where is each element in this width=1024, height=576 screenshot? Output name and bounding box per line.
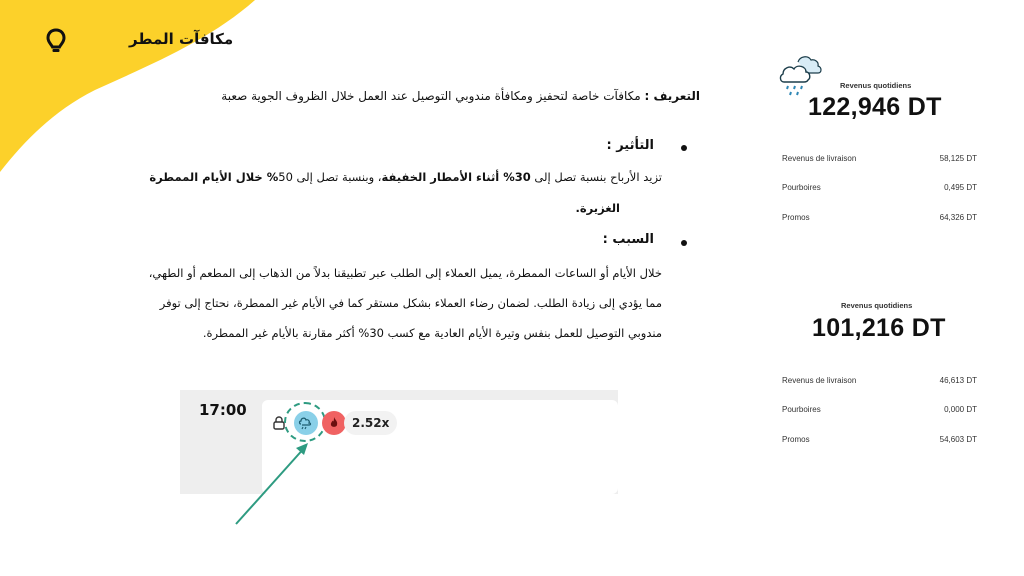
rain-badge[interactable] xyxy=(294,411,318,435)
revenue-row-value: 46,613 DT xyxy=(939,376,977,385)
location-pin-icon xyxy=(45,28,67,56)
reason-line-2: مما يؤدي إلى زيادة الطلب. لضمان رضاء العملاء بشكل مستقر كما في الأيام غير الممطرة، نحتاج إلى توفر xyxy=(159,296,662,310)
revenue-row xyxy=(782,183,977,192)
definition-paragraph xyxy=(140,89,700,103)
impact-heading: التأثير : xyxy=(606,138,654,153)
impact-paragraph xyxy=(82,162,662,193)
revenue-row-value: 0,495 DT xyxy=(944,183,977,192)
time-label: 17:00 xyxy=(199,401,247,419)
revenue-label: Revenus quotidiens xyxy=(841,301,913,310)
revenue-total: 122,946 DT xyxy=(808,93,942,121)
revenue-total: 101,216 DT xyxy=(812,314,946,342)
bullet-dot xyxy=(681,240,687,246)
pointer-arrow xyxy=(230,440,320,530)
page-title: مكافآت المطر xyxy=(129,30,234,48)
revenue-row-name: Promos xyxy=(782,435,810,444)
revenue-row-value: 54,603 DT xyxy=(939,435,977,444)
bullet-dot xyxy=(681,145,687,151)
multiplier-badge: 2.52x xyxy=(344,411,397,435)
revenue-row xyxy=(782,405,977,414)
revenue-row xyxy=(782,435,977,444)
revenue-row-name: Pourboires xyxy=(782,183,821,192)
revenue-row-name: Pourboires xyxy=(782,405,821,414)
reason-line-3: مندوبي التوصيل للعمل بنفس وتيرة الأيام العادية مع كسب 30% أكثر مقارنة بالأيام غير الممطرة. xyxy=(202,326,662,340)
yellow-corner-shape xyxy=(0,0,260,175)
revenue-label: Revenus quotidiens xyxy=(840,81,912,90)
reason-heading: السبب : xyxy=(602,232,654,247)
rain-cloud-icon xyxy=(294,411,318,435)
definition-text: مكافآت خاصة لتحفيز ومكافأة مندوبي التوصيل عند العمل خلال الظروف الجوية صعبة xyxy=(221,89,645,103)
impact-text-a: تزيد الأرباح بنسبة تصل إلى xyxy=(530,170,662,184)
revenue-row-name: Promos xyxy=(782,213,810,222)
fire-badge[interactable] xyxy=(322,411,346,435)
reason-line-1: خلال الأيام أو الساعات الممطرة، يميل العملاء إلى الطلب عبر تطبيقنا بدلاً من الذهاب إلى المطعم أو الطهي، xyxy=(148,266,662,280)
revenue-row-name: Revenus de livraison xyxy=(782,376,857,385)
impact-text-line2: الغزيرة. xyxy=(575,201,620,215)
revenue-row-name: Revenus de livraison xyxy=(782,154,857,163)
revenue-row xyxy=(782,213,977,222)
impact-text-b: 30% أثناء الأمطار الخفيفة xyxy=(381,170,531,184)
flame-icon xyxy=(322,411,346,435)
impact-text-d: % خلال الأيام الممطرة xyxy=(149,170,279,184)
impact-text-c: ، وبنسبة تصل إلى 50 xyxy=(278,170,382,184)
impact-paragraph-line2 xyxy=(575,193,620,224)
definition-label: التعريف : xyxy=(644,89,700,103)
revenue-row-value: 64,326 DT xyxy=(939,213,977,222)
revenue-row-value: 58,125 DT xyxy=(939,154,977,163)
revenue-row-value: 0,000 DT xyxy=(944,405,977,414)
revenue-row xyxy=(782,376,977,385)
revenue-row xyxy=(782,154,977,163)
